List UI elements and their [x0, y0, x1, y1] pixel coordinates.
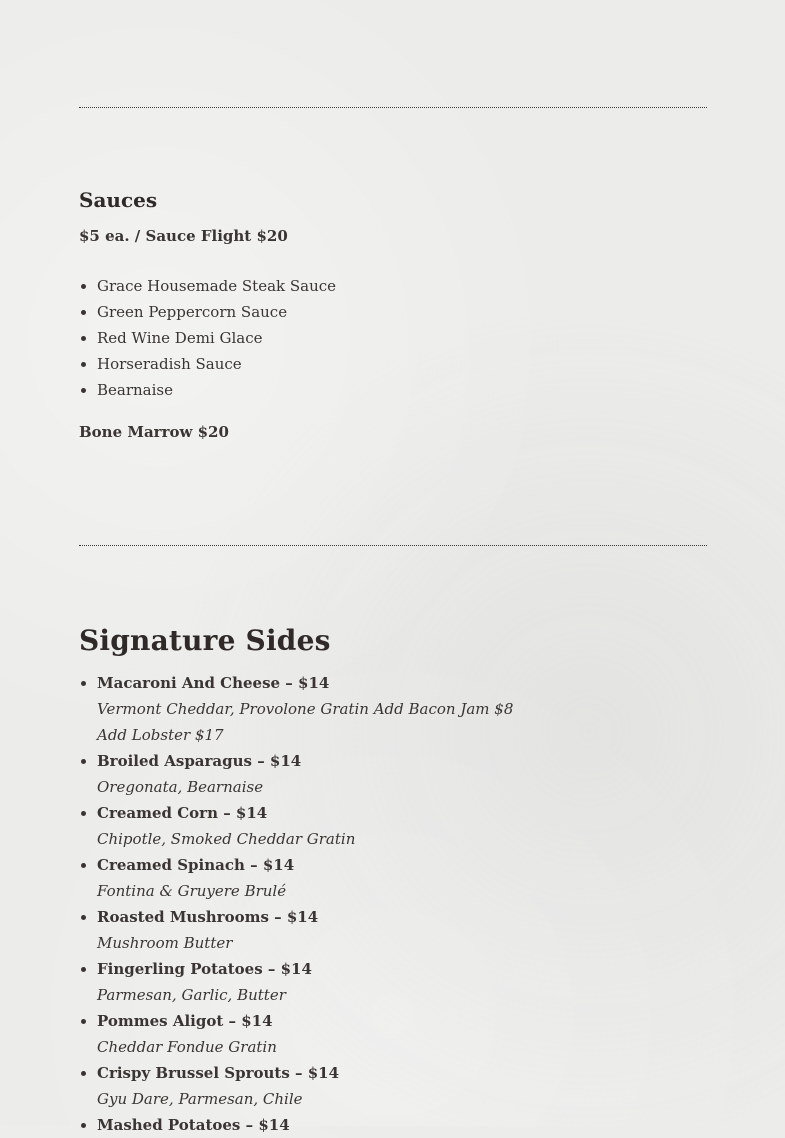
side-item — [97, 1112, 557, 1138]
side-description: Chipotle, Smoked Cheddar Gratin — [97, 830, 356, 848]
side-description: Oregonata, Bearnaise — [97, 778, 264, 796]
sides-list — [79, 670, 557, 1138]
side-name: • Pommes Aligot – $14 — [97, 1012, 273, 1030]
side-name: • Crispy Brussel Sprouts – $14 — [97, 1064, 340, 1082]
side-item — [97, 748, 557, 800]
sauces-price: $5 ea. / Sauce Flight $20 — [79, 227, 288, 245]
sauce-list — [79, 273, 336, 403]
side-item — [97, 1060, 557, 1112]
side-name: • Mashed Potatoes – $14 — [97, 1116, 290, 1134]
side-name: • Macaroni And Cheese – $14 — [97, 674, 330, 692]
section-divider-top — [79, 107, 707, 108]
side-description: Gyu Dare, Parmesan, Chile — [97, 1090, 303, 1108]
sauce-item: • Bearnaise — [97, 377, 336, 403]
side-item — [97, 904, 557, 956]
side-description: Parmesan, Garlic, Butter — [97, 986, 286, 1004]
side-description: Vermont Cheddar, Provolone Gratin Add Bacon Jam $8 — [97, 700, 514, 718]
side-description-addon: Add Lobster $17 — [97, 726, 224, 744]
side-item — [97, 1008, 557, 1060]
sauces-heading: Sauces — [79, 188, 158, 212]
side-name: • Roasted Mushrooms – $14 — [97, 908, 319, 926]
side-item — [97, 670, 557, 748]
side-name: • Creamed Corn – $14 — [97, 804, 268, 822]
side-description: Cheddar Fondue Gratin — [97, 1038, 277, 1056]
signature-sides-heading: Signature Sides — [79, 624, 331, 657]
side-item — [97, 800, 557, 852]
side-description: Fontina & Gruyere Brulé — [97, 882, 287, 900]
sauce-item: • Red Wine Demi Glace — [97, 325, 336, 351]
section-divider-middle — [79, 545, 707, 546]
side-name: • Broiled Asparagus – $14 — [97, 752, 302, 770]
side-description: Mushroom Butter — [97, 934, 233, 952]
sauce-item: • Horseradish Sauce — [97, 351, 336, 377]
sauce-item: • Grace Housemade Steak Sauce — [97, 273, 336, 299]
side-item — [97, 852, 557, 904]
side-name: • Creamed Spinach – $14 — [97, 856, 295, 874]
bone-marrow-item: Bone Marrow $20 — [79, 423, 229, 441]
side-item — [97, 956, 557, 1008]
side-name: • Fingerling Potatoes – $14 — [97, 960, 312, 978]
sauce-item: • Green Peppercorn Sauce — [97, 299, 336, 325]
